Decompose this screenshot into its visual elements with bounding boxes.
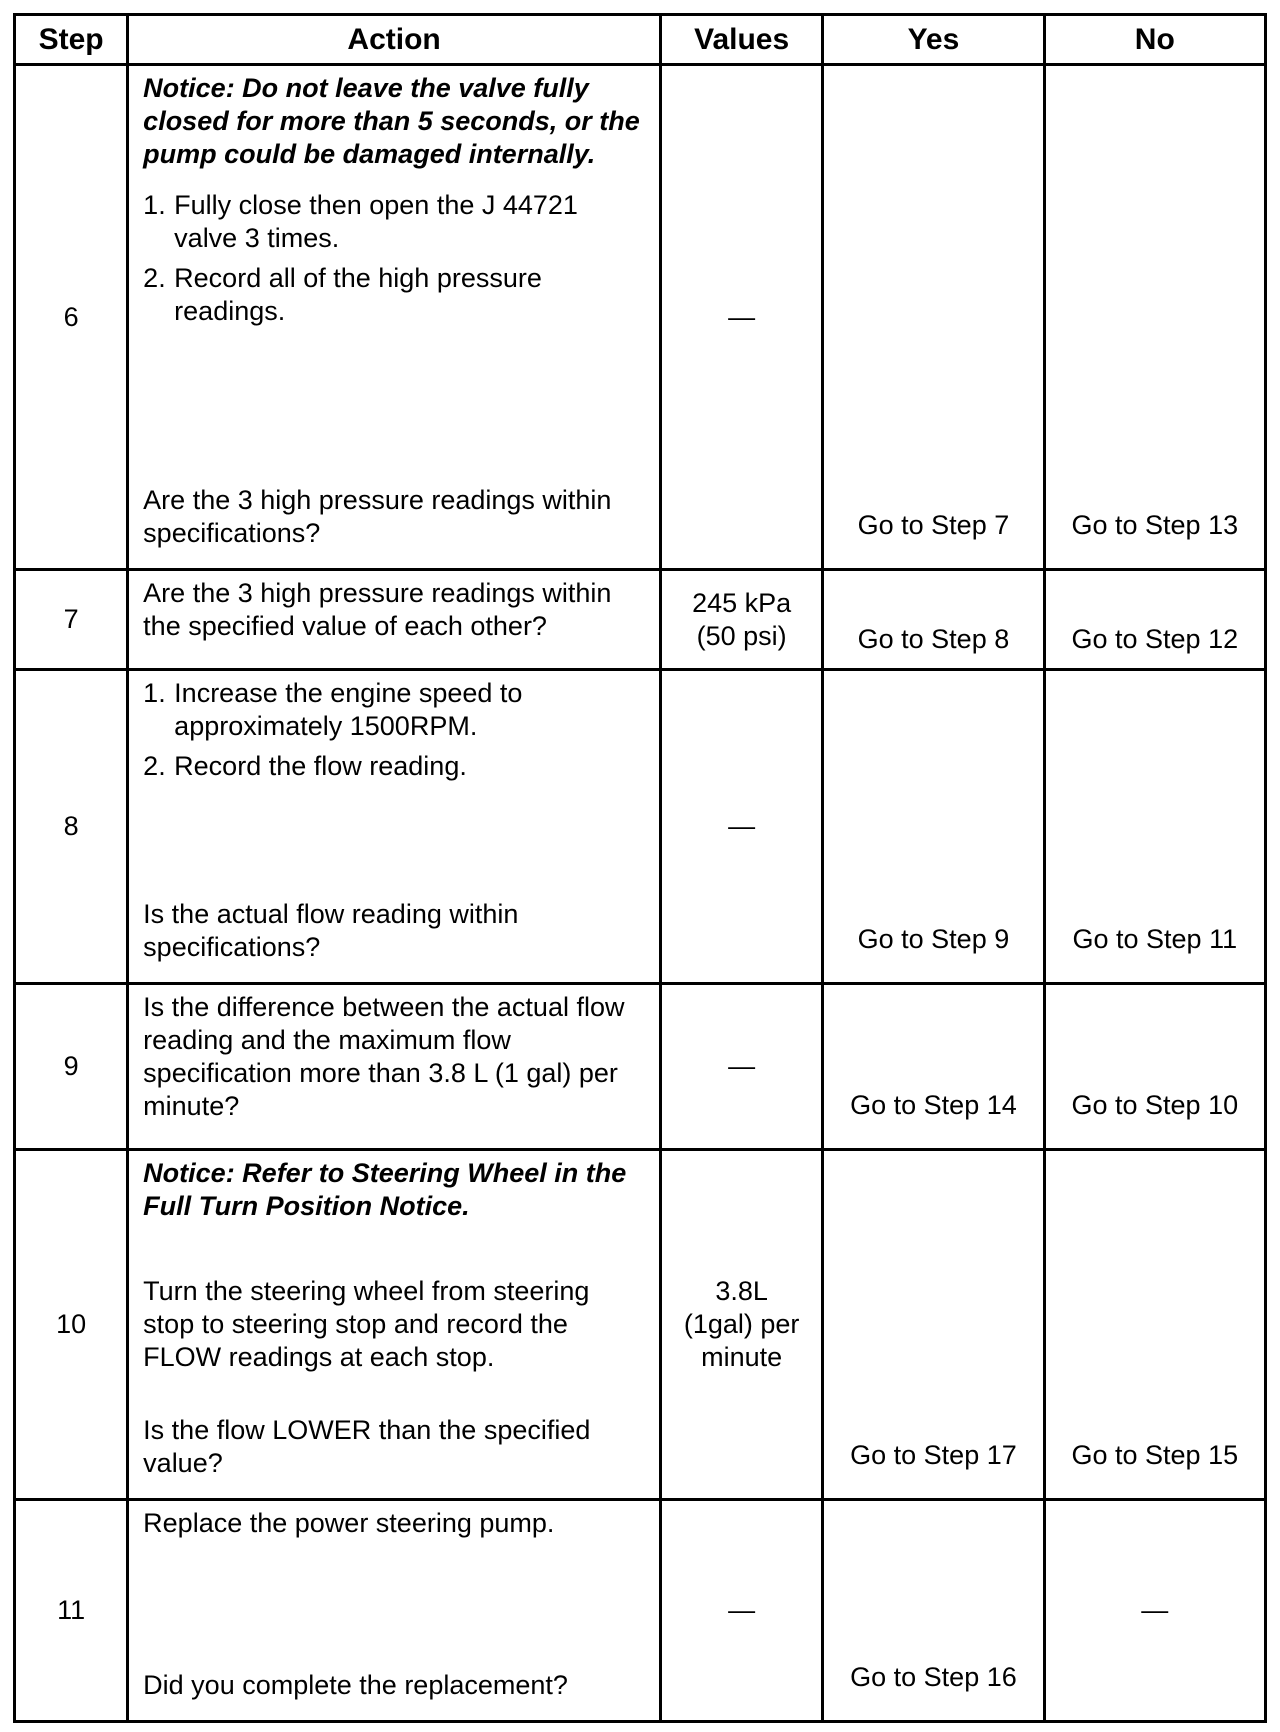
header-row	[15, 15, 1266, 65]
list-item: 1. Fully close then open the J 44721 valve 3 times.	[143, 190, 578, 253]
value-line: minute	[701, 1342, 783, 1372]
value-line: 3.8L	[715, 1276, 768, 1306]
question-text: Did you complete the replacement?	[143, 1670, 568, 1700]
header-action: Action	[128, 15, 661, 65]
yes-cell: Go to Step 9	[823, 670, 1044, 984]
notice-text: Notice: Do not leave the valve fully closed for more than 5 seconds, or the pump could be damaged internally.	[143, 73, 640, 169]
value-line: (50 psi)	[696, 620, 787, 651]
table-row	[15, 570, 1266, 670]
question-text: Are the 3 high pressure readings within the specified value of each other?	[143, 578, 612, 641]
step-number: 10	[15, 1150, 128, 1500]
header-no: No	[1044, 15, 1265, 65]
action-cell	[128, 1500, 661, 1722]
value-cell	[661, 984, 823, 1150]
yes-cell: Go to Step 7	[823, 65, 1044, 570]
question-text: Is the flow LOWER than the specified value?	[143, 1415, 591, 1478]
table-row	[15, 1500, 1266, 1722]
value-cell	[661, 670, 823, 984]
step-number: 11	[15, 1500, 128, 1722]
action-cell	[128, 1150, 661, 1500]
question-text: Is the difference between the actual flow reading and the maximum flow specification more than 3.8 L (1 gal) per minute?	[143, 992, 625, 1121]
value-line: 245 kPa	[692, 587, 792, 618]
table-row	[15, 984, 1266, 1150]
table-row	[15, 1150, 1266, 1500]
list-item: 2. Record all of the high pressure readings.	[143, 263, 542, 326]
action-cell	[128, 570, 661, 670]
no-cell: —	[1044, 1500, 1265, 1722]
step-number: 6	[15, 65, 128, 570]
yes-cell: Go to Step 17	[823, 1150, 1044, 1500]
table-row	[15, 65, 1266, 570]
instruction-list	[143, 189, 647, 328]
value-text: —	[728, 1051, 756, 1081]
step-number: 9	[15, 984, 128, 1150]
step-number: 8	[15, 670, 128, 984]
action-cell	[128, 65, 661, 570]
no-cell: Go to Step 10	[1044, 984, 1265, 1150]
yes-cell: Go to Step 16	[823, 1500, 1044, 1722]
value-cell	[661, 570, 823, 670]
no-cell: Go to Step 11	[1044, 670, 1265, 984]
table-row	[15, 670, 1266, 984]
no-cell: Go to Step 12	[1044, 570, 1265, 670]
value-text: —	[728, 1595, 756, 1625]
value-cell	[661, 1500, 823, 1722]
no-cell: Go to Step 13	[1044, 65, 1265, 570]
instruction-list	[143, 677, 647, 790]
action-cell	[128, 670, 661, 984]
action-cell	[128, 984, 661, 1150]
no-cell: Go to Step 15	[1044, 1150, 1265, 1500]
list-item: 1. Increase the engine speed to approximately 1500RPM.	[143, 678, 523, 741]
yes-cell: Go to Step 8	[823, 570, 1044, 670]
value-text: —	[728, 301, 756, 332]
header-yes: Yes	[823, 15, 1044, 65]
value-line: (1gal) per	[683, 1309, 800, 1339]
diagnostic-table	[13, 13, 1267, 1723]
notice-text: Notice: Refer to Steering Wheel in the Full Turn Position Notice.	[143, 1158, 627, 1221]
list-item: 2. Record the flow reading.	[143, 751, 467, 781]
yes-cell: Go to Step 14	[823, 984, 1044, 1150]
instruction-text: Turn the steering wheel from steering stop to steering stop and record the FLOW readings at each stop.	[143, 1276, 590, 1372]
value-cell	[661, 1150, 823, 1500]
question-text: Is the actual flow reading within specifications?	[143, 899, 519, 962]
value-cell	[661, 65, 823, 570]
value-text: —	[728, 811, 756, 841]
header-step: Step	[15, 15, 128, 65]
instruction-text: Replace the power steering pump.	[143, 1508, 555, 1538]
step-number: 7	[15, 570, 128, 670]
header-values: Values	[661, 15, 823, 65]
question-text: Are the 3 high pressure readings within specifications?	[143, 485, 612, 548]
